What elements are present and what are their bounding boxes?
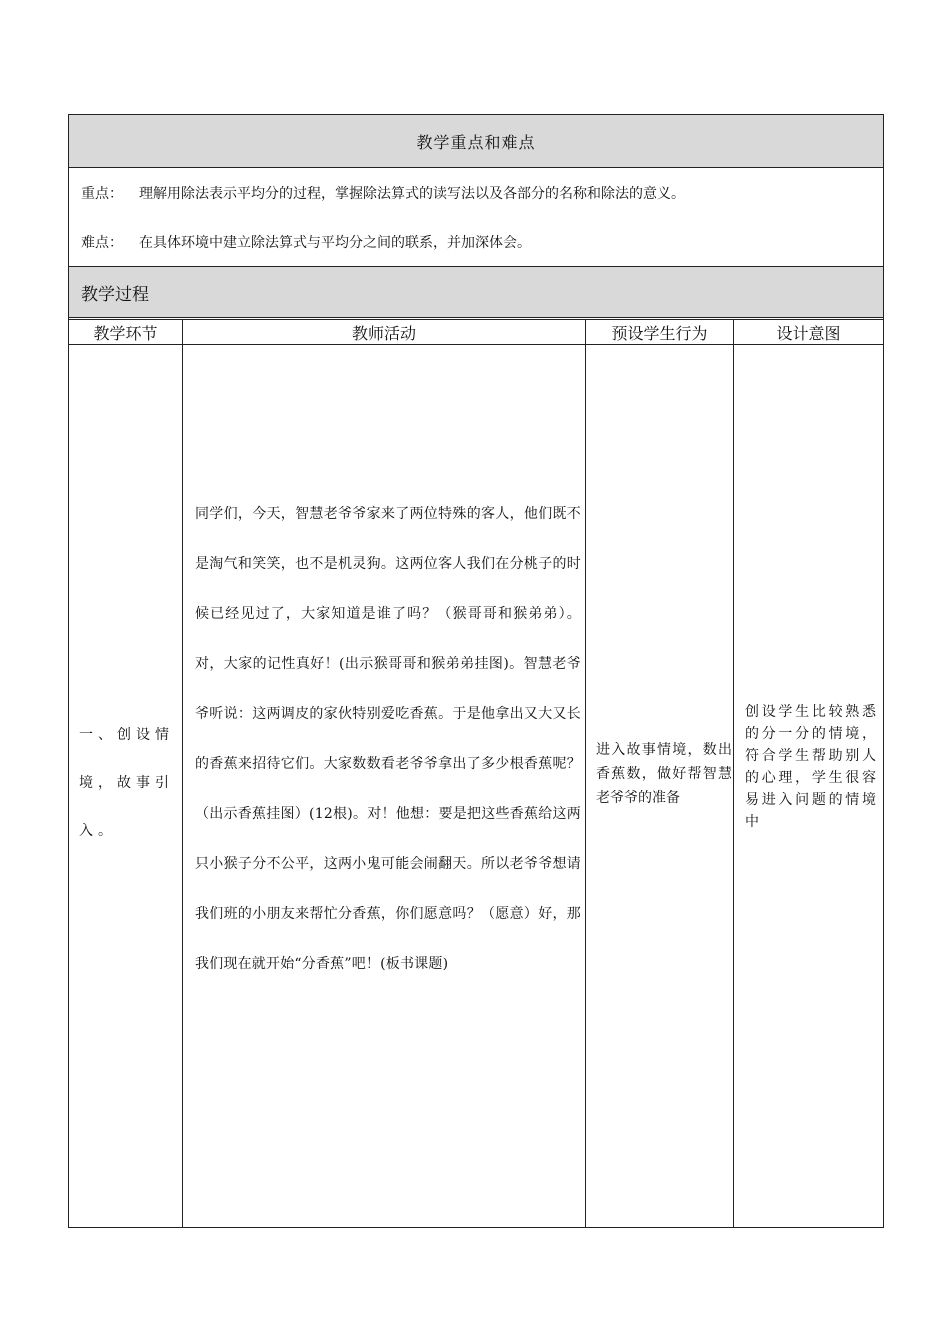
process-title: 教学过程 [69, 266, 883, 318]
column-divider [733, 319, 734, 1227]
cell-design-intent: 创设学生比较熟悉的分一分的情境，符合学生帮助别人的心理，学生很容易进入问题的情境中 [745, 704, 877, 830]
column-divider [585, 319, 586, 1227]
difficulty-text: 在具体环境中建立除法算式与平均分之间的联系，并加深体会。 [139, 235, 531, 251]
header-student-behavior: 预设学生行为 [611, 323, 708, 343]
section-title: 教学重点和难点 [69, 115, 883, 168]
cell-student-behavior: 进入故事情境，数出香蕉数，做好帮智慧老爷爷的准备 [596, 742, 732, 806]
header-design-intent: 设计意图 [776, 323, 841, 343]
key-point-text: 理解用除法表示平均分的过程，掌握除法算式的读写法以及各部分的名称和除法的意义。 [139, 186, 685, 202]
header-stage: 教学环节 [93, 323, 158, 343]
column-divider [182, 319, 183, 1227]
key-point-row [81, 183, 685, 203]
header-teacher-activity: 教师活动 [351, 323, 416, 343]
difficulty-label: 难点： [81, 235, 123, 251]
lesson-plan-table [68, 114, 884, 1228]
key-point-label: 重点： [81, 186, 123, 202]
cell-stage: 一、创设情境，故事引入。 [79, 727, 174, 839]
table-header-row [69, 319, 883, 345]
cell-teacher-activity: 同学们，今天，智慧老爷爷家来了两位特殊的客人，他们既不是淘气和笑笑，也不是机灵狗。这两位客人我们在分桃子的时候已经见过了，大家知道是谁了吗？（猴哥哥和猴弟弟）。对，大家的记性真好！(出示猴哥哥和猴弟弟挂图)。智慧老爷爷听说：这两调皮的家伙特别爱吃香蕉。于是他拿出又大又长的香蕉来招待它们。大家数数看老爷爷拿出了多少根香蕉呢？（出示香蕉挂图）(12根)。对！他想：要是把这些香蕉给这两只小猴子分不公平，这两小鬼可能会闹翻天。所以老爷爷想请我们班的小朋友来帮忙分香蕉，你们愿意吗？（愿意）好，那我们现在就开始“分香蕉”吧！(板书课题) [195, 506, 581, 972]
difficulty-row [81, 232, 531, 252]
